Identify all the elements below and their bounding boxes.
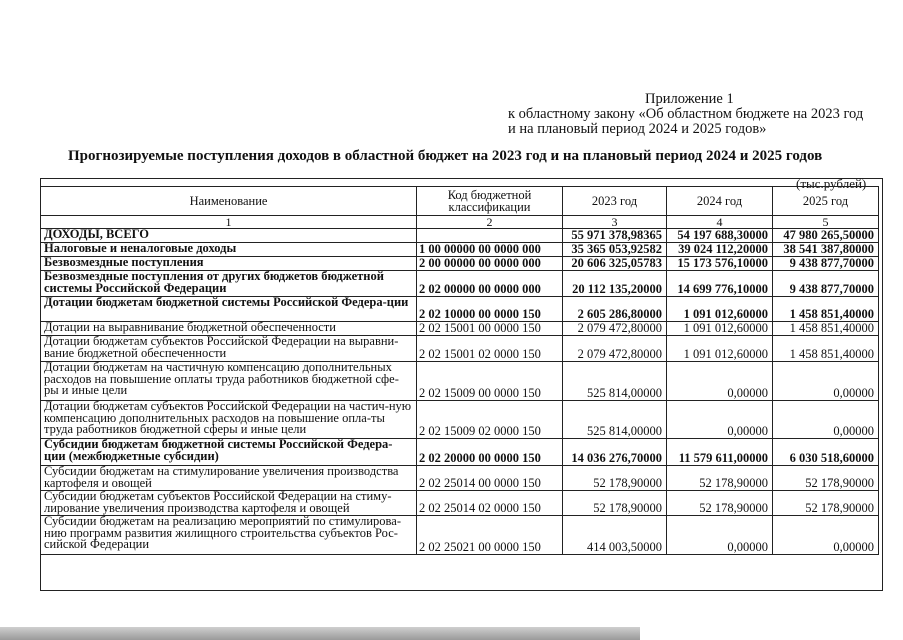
- header-name: Наименование: [41, 187, 417, 216]
- row-2024-cell: 11 579 611,00000: [667, 439, 773, 466]
- table-row: [41, 466, 879, 491]
- row-name-cell: Дотации на выравнивание бюджетной обеспеченности: [41, 322, 417, 336]
- units-label: (тыс.рублей): [796, 176, 867, 191]
- row-2023-cell: 20 606 325,05783: [563, 257, 667, 271]
- table-row: [41, 516, 879, 555]
- row-2024-cell: 1 091 012,60000: [667, 297, 773, 322]
- row-2025-cell: 0,00000: [773, 401, 879, 439]
- row-2023-cell: 525 814,00000: [563, 362, 667, 401]
- row-2025-cell: 47 980 265,50000: [773, 229, 879, 243]
- row-code-cell: 2 02 15009 02 0000 150: [417, 401, 563, 439]
- row-2025-cell: 0,00000: [773, 362, 879, 401]
- table-row: [41, 229, 879, 243]
- row-2023-cell: 2 079 472,80000: [563, 336, 667, 362]
- row-2025-cell: 0,00000: [773, 516, 879, 555]
- header-code: Код бюджетной классификации: [417, 187, 563, 216]
- row-code-cell: 2 02 15009 00 0000 150: [417, 362, 563, 401]
- row-2024-cell: 52 178,90000: [667, 466, 773, 491]
- row-2025-cell: 38 541 387,80000: [773, 243, 879, 257]
- row-2025-cell: 1 458 851,40000: [773, 322, 879, 336]
- row-name-cell: Безвозмездные поступления: [41, 257, 417, 271]
- row-2023-cell: 14 036 276,70000: [563, 439, 667, 466]
- row-2025-cell: 6 030 518,60000: [773, 439, 879, 466]
- row-2024-cell: 15 173 576,10000: [667, 257, 773, 271]
- row-2024-cell: 14 699 776,10000: [667, 271, 773, 297]
- row-2023-cell: 2 079 472,80000: [563, 322, 667, 336]
- table-row: [41, 271, 879, 297]
- appendix-number: Приложение 1: [645, 91, 734, 107]
- table-row: [41, 336, 879, 362]
- row-2023-cell: 52 178,90000: [563, 466, 667, 491]
- row-2023-cell: 20 112 135,20000: [563, 271, 667, 297]
- row-code-cell: 2 02 25014 00 0000 150: [417, 466, 563, 491]
- row-name-cell: Налоговые и неналоговые доходы: [41, 243, 417, 257]
- table-body: [41, 229, 879, 555]
- row-name-cell: ДОХОДЫ, ВСЕГО: [41, 229, 417, 243]
- row-2023-cell: 525 814,00000: [563, 401, 667, 439]
- row-2025-cell: 9 438 877,70000: [773, 257, 879, 271]
- row-2023-cell: 35 365 053,92582: [563, 243, 667, 257]
- row-2025-cell: 52 178,90000: [773, 491, 879, 516]
- row-2024-cell: 1 091 012,60000: [667, 336, 773, 362]
- column-number-3: 3: [563, 216, 667, 229]
- revenue-table: [40, 186, 879, 555]
- row-code-cell: 2 02 20000 00 0000 150: [417, 439, 563, 466]
- row-2024-cell: 0,00000: [667, 401, 773, 439]
- row-name-cell: Субсидии бюджетам бюджетной системы Российской Федера-ции (межбюджетные субсидии): [41, 439, 417, 466]
- column-number-2: 2: [417, 216, 563, 229]
- table-row: [41, 243, 879, 257]
- row-2024-cell: 0,00000: [667, 362, 773, 401]
- row-code-cell: 2 02 25021 00 0000 150: [417, 516, 563, 555]
- row-2024-cell: 1 091 012,60000: [667, 322, 773, 336]
- row-2024-cell: 0,00000: [667, 516, 773, 555]
- row-name-cell: Субсидии бюджетам на стимулирование увеличения производства картофеля и овощей: [41, 466, 417, 491]
- row-name-cell: Дотации бюджетам субъектов Российской Федерации на частич-ную компенсацию дополнительных расходов на повышение опла-ты труда работников бюджетной сферы и иные цели: [41, 401, 417, 439]
- row-code-cell: 2 02 10000 00 0000 150: [417, 297, 563, 322]
- table-row: [41, 401, 879, 439]
- row-code-cell: 1 00 00000 00 0000 000: [417, 243, 563, 257]
- scan-edge: [0, 627, 640, 640]
- column-number-5: 5: [773, 216, 879, 229]
- row-2023-cell: 52 178,90000: [563, 491, 667, 516]
- row-name-cell: Субсидии бюджетам субъектов Российской Федерации на стиму-лирование увеличения производства картофеля и овощей: [41, 491, 417, 516]
- row-2025-cell: 1 458 851,40000: [773, 297, 879, 322]
- appendix-law-line1: к областному закону «Об областном бюджете на 2023 год: [508, 106, 864, 122]
- header-2025: 2025 год: [773, 187, 879, 216]
- row-2023-cell: 55 971 378,98365: [563, 229, 667, 243]
- table-row: [41, 491, 879, 516]
- table-row: [41, 362, 879, 401]
- row-2023-cell: 2 605 286,80000: [563, 297, 667, 322]
- row-code-cell: 2 02 25014 02 0000 150: [417, 491, 563, 516]
- row-code-cell: 2 02 15001 00 0000 150: [417, 322, 563, 336]
- table-row: [41, 257, 879, 271]
- column-number-1: 1: [41, 216, 417, 229]
- table-row: [41, 322, 879, 336]
- row-name-cell: Дотации бюджетам бюджетной системы Российской Федера-ции: [41, 297, 417, 322]
- row-name-cell: Дотации бюджетам на частичную компенсацию дополнительных расходов на повышение оплаты труда работников бюджетной сфе-ры и иные цели: [41, 362, 417, 401]
- column-number-4: 4: [667, 216, 773, 229]
- appendix-block: [508, 92, 893, 137]
- row-2024-cell: 39 024 112,20000: [667, 243, 773, 257]
- row-code-cell: 2 02 00000 00 0000 000: [417, 271, 563, 297]
- table-row: [41, 297, 879, 322]
- row-2024-cell: 54 197 688,30000: [667, 229, 773, 243]
- row-name-cell: Субсидии бюджетам на реализацию мероприятий по стимулирова-нию программ развития жилищного строительства субъектов Рос-сийской Федерации: [41, 516, 417, 555]
- row-code-cell: 2 02 15001 02 0000 150: [417, 336, 563, 362]
- header-2023: 2023 год: [563, 187, 667, 216]
- row-2025-cell: 9 438 877,70000: [773, 271, 879, 297]
- row-2024-cell: 52 178,90000: [667, 491, 773, 516]
- row-code-cell: 2 00 00000 00 0000 000: [417, 257, 563, 271]
- document-title: Прогнозируемые поступления доходов в областной бюджет на 2023 год и на плановый период 2024 и 2025 годов: [68, 148, 823, 164]
- header-2024: 2024 год: [667, 187, 773, 216]
- row-2023-cell: 414 003,50000: [563, 516, 667, 555]
- row-name-cell: Дотации бюджетам субъектов Российской Федерации на выравни-вание бюджетной обеспеченности: [41, 336, 417, 362]
- row-2025-cell: 1 458 851,40000: [773, 336, 879, 362]
- table-row: [41, 439, 879, 466]
- appendix-law-line2: и на плановый период 2024 и 2025 годов»: [508, 121, 767, 137]
- row-name-cell: Безвозмездные поступления от других бюджетов бюджетной системы Российской Федерации: [41, 271, 417, 297]
- row-code-cell: [417, 229, 563, 243]
- row-2025-cell: 52 178,90000: [773, 466, 879, 491]
